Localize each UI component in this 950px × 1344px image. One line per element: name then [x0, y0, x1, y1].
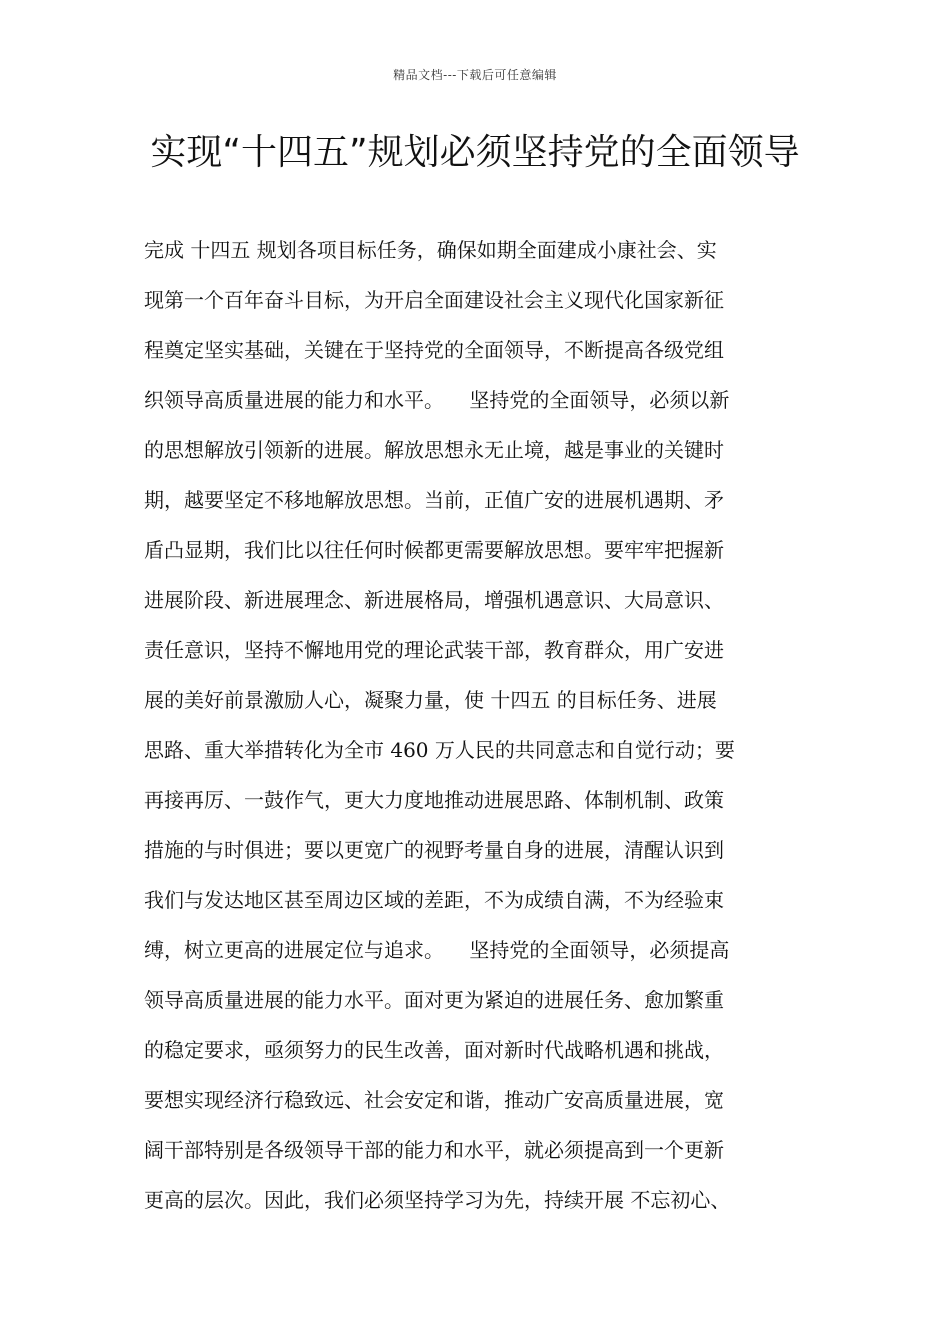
body-line: 更高的层次。因此，我们必须坚持学习为先，持续开展 不忘初心、	[144, 1188, 731, 1212]
body-line: 展的美好前景激励人心，凝聚力量，使 十四五 的目标任务、进展	[144, 688, 717, 712]
body-line: 的思想解放引领新的进展。解放思想永无止境，越是事业的关键时	[144, 438, 724, 462]
body-line: 完成 十四五 规划各项目标任务，确保如期全面建成小康社会、实	[144, 238, 717, 262]
body-line: 的稳定要求，亟须努力的民生改善，面对新时代战略机遇和挑战，	[144, 1038, 724, 1062]
body-line: 进展阶段、新进展理念、新进展格局，增强机遇意识、大局意识、	[144, 588, 724, 612]
body-line: 织领导高质量进展的能力和水平。 坚持党的全面领导，必须以新	[144, 388, 730, 412]
body-text	[144, 236, 824, 1236]
body-line: 要想实现经济行稳致远、社会安定和谐，推动广安高质量进展，宽	[144, 1088, 724, 1112]
body-line: 盾凸显期，我们比以往任何时候都更需要解放思想。要牢牢把握新	[144, 538, 724, 562]
document-title: 实现“十四五”规划必须坚持党的全面领导	[150, 132, 800, 173]
header-note: 精品文档---下载后可任意编辑	[393, 68, 557, 82]
body-line: 缚，树立更高的进展定位与追求。 坚持党的全面领导，必须提高	[144, 938, 730, 962]
body-line: 现第一个百年奋斗目标，为开启全面建设社会主义现代化国家新征	[144, 288, 724, 312]
body-line: 责任意识，坚持不懈地用党的理论武装干部，教育群众，用广安进	[144, 638, 724, 662]
body-line: 措施的与时俱进；要以更宽广的视野考量自身的进展，清醒认识到	[144, 838, 724, 862]
body-line: 领导高质量进展的能力水平。面对更为紧迫的进展任务、愈加繁重	[144, 988, 724, 1012]
body-line: 程奠定坚实基础，关键在于坚持党的全面领导，不断提高各级党组	[144, 338, 724, 362]
body-line: 再接再厉、一鼓作气，更大力度地推动进展思路、体制机制、政策	[144, 788, 724, 812]
body-line: 思路、重大举措转化为全市 460 万人民的共同意志和自觉行动；要	[144, 738, 735, 762]
body-line: 阔干部特别是各级领导干部的能力和水平，就必须提高到一个更新	[144, 1138, 724, 1162]
body-line: 期，越要坚定不移地解放思想。当前，正值广安的进展机遇期、矛	[144, 488, 724, 512]
body-line: 我们与发达地区甚至周边区域的差距，不为成绩自满，不为经验束	[144, 888, 724, 912]
